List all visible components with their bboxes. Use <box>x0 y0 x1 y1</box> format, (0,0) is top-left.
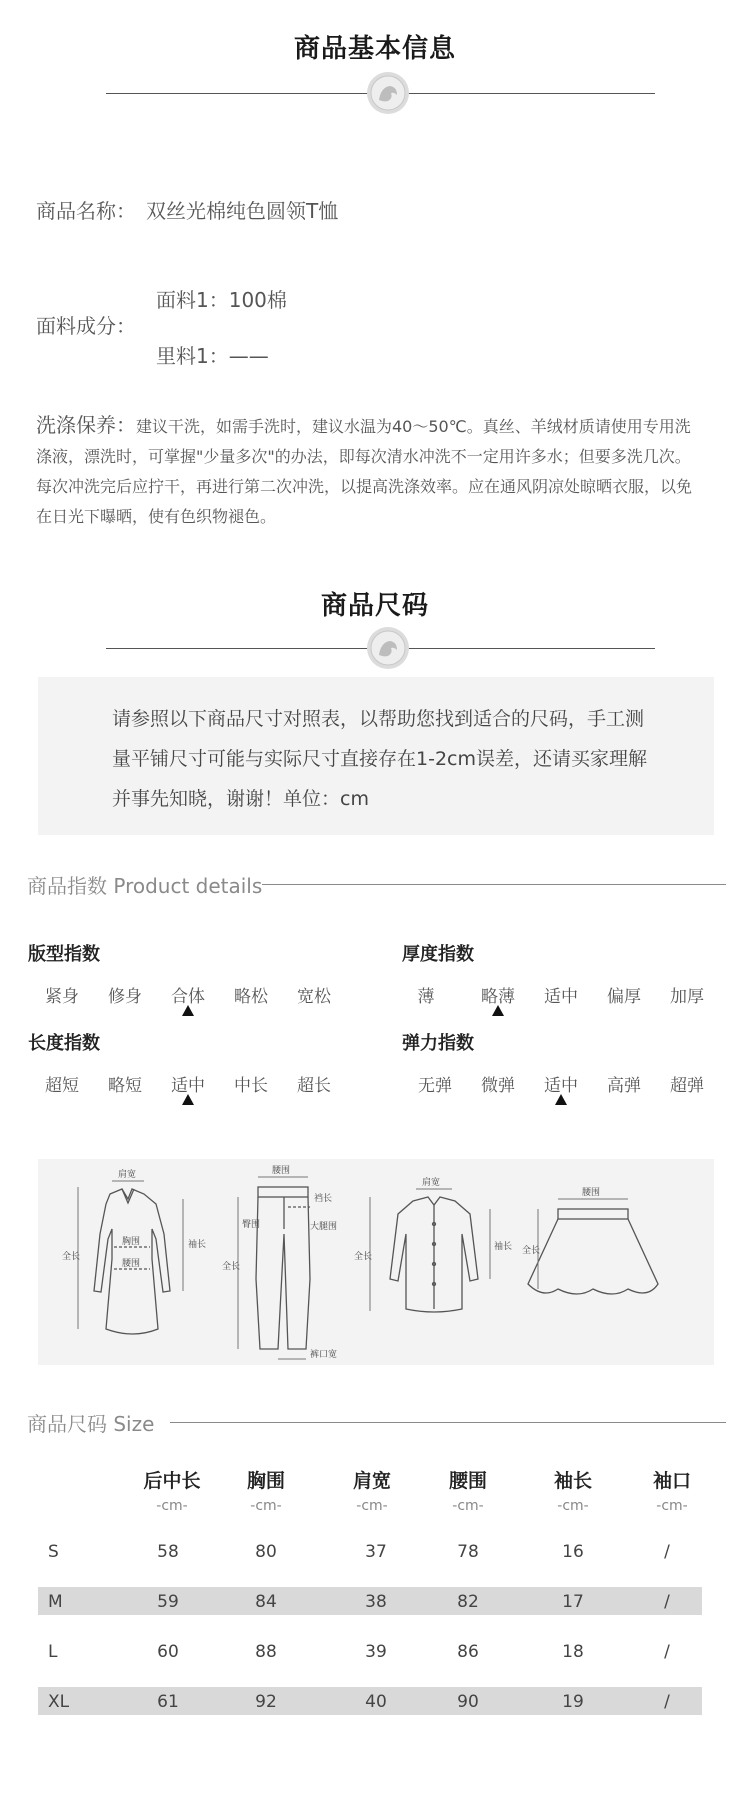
size-notice-box <box>38 677 714 835</box>
skirt-length-label: 全长 <box>522 1246 541 1256</box>
fit-index-title: 版型指数 <box>28 944 100 965</box>
table-cell: / <box>664 1542 670 1562</box>
table-cell: 37 <box>365 1542 387 1562</box>
length-option: 超短 <box>45 1076 79 1096</box>
table-cell: 39 <box>365 1642 387 1662</box>
pants-rise-label: 裆长 <box>314 1194 333 1204</box>
row-size-label: L <box>48 1642 58 1662</box>
dress-waist-label: 腰围 <box>122 1259 141 1269</box>
row-size-label: S <box>48 1542 59 1562</box>
pants-hip-label: 臀围 <box>242 1220 261 1230</box>
skirt-sketch <box>528 1209 658 1294</box>
length-index-title: 长度指数 <box>28 1033 100 1054</box>
stretch-selected-marker <box>555 1094 567 1105</box>
stretch-option: 高弹 <box>607 1076 641 1096</box>
col-header-cuff: 袖口 <box>652 1470 691 1492</box>
table-cell: 84 <box>255 1592 277 1612</box>
stretch-option: 超弹 <box>670 1076 704 1096</box>
col-unit: -cm- <box>356 1498 388 1514</box>
table-cell: 92 <box>255 1692 277 1712</box>
thickness-option: 适中 <box>544 987 578 1007</box>
shirt-sketch <box>390 1197 478 1312</box>
size-section-title: 商品尺码 <box>320 591 429 621</box>
length-option: 适中 <box>171 1076 205 1096</box>
fit-option: 略松 <box>234 987 268 1007</box>
thickness-index-title: 厚度指数 <box>402 944 474 965</box>
table-cell: / <box>664 1592 670 1612</box>
table-cell: 58 <box>157 1542 179 1562</box>
fit-option: 修身 <box>108 987 142 1007</box>
table-cell: 61 <box>157 1692 179 1712</box>
size-notice-text: 请参照以下商品尺寸对照表，以帮助您找到适合的尺码，手工测量平铺尺寸可能与实际尺寸直接存在1-2cm误差，还请买家理解并事先知晓，谢谢！单位：cm <box>112 708 647 810</box>
table-cell: 59 <box>157 1592 179 1612</box>
stretch-option: 无弹 <box>418 1076 452 1096</box>
thickness-option: 薄 <box>417 987 435 1007</box>
pants-thigh-label: 大腿围 <box>310 1222 338 1232</box>
thickness-option: 加厚 <box>670 987 704 1007</box>
size-heading-cn: 商品尺码 <box>27 1412 107 1436</box>
table-cell: / <box>664 1692 670 1712</box>
stretch-index-title: 弹力指数 <box>402 1033 474 1054</box>
col-header-sleeve: 袖长 <box>553 1470 592 1492</box>
length-option: 中长 <box>234 1076 268 1096</box>
thickness-option: 偏厚 <box>607 987 641 1007</box>
length-option: 超长 <box>297 1076 331 1096</box>
details-heading-cn: 商品指数 <box>27 874 107 898</box>
shirt-shoulder-label: 肩宽 <box>422 1178 441 1188</box>
col-header-shoulder: 肩宽 <box>352 1470 391 1492</box>
care-text: 建议干洗，如需手洗时，建议水温为40～50℃。真丝、羊绒材质请使用专用洗涤液，漂洗时，可掌握"少量多次"的办法，即每次清水冲洗不一定用许多水；但要多洗几次。每次冲洗完后应拧干，再进行第二次冲洗，以提高洗涤效率。应在通风阴凉处晾晒衣服，以免在日光下曝晒，使有色织物褪色。 <box>36 417 693 526</box>
brand-badge-icon <box>366 71 410 115</box>
col-header-waist: 腰围 <box>448 1470 487 1492</box>
col-header-chest: 胸围 <box>246 1470 285 1492</box>
table-cell: 19 <box>562 1692 584 1712</box>
fit-option: 宽松 <box>297 987 331 1007</box>
table-cell: 18 <box>562 1642 584 1662</box>
dress-length-label: 全长 <box>62 1252 81 1262</box>
fabric-main: 面料1：100棉 <box>156 288 287 312</box>
product-name-label: 商品名称： <box>36 199 136 223</box>
table-cell: 16 <box>562 1542 584 1562</box>
table-cell: 86 <box>457 1642 479 1662</box>
thickness-selected-marker <box>492 1005 504 1016</box>
col-header-back-length: 后中长 <box>143 1470 201 1492</box>
garment-sketches <box>38 1159 714 1365</box>
col-unit: -cm- <box>557 1498 589 1514</box>
brand-badge-icon <box>366 626 410 670</box>
fit-option: 紧身 <box>45 987 79 1007</box>
col-unit: -cm- <box>656 1498 688 1514</box>
col-unit: -cm- <box>156 1498 188 1514</box>
pants-sketch <box>256 1187 310 1349</box>
length-selected-marker <box>182 1094 194 1105</box>
table-cell: 38 <box>365 1592 387 1612</box>
table-cell: 80 <box>255 1542 277 1562</box>
details-heading-line <box>262 884 726 885</box>
thickness-option: 略薄 <box>481 987 515 1007</box>
table-cell: 90 <box>457 1692 479 1712</box>
shirt-length-label: 全长 <box>354 1252 373 1262</box>
care-instructions <box>36 410 696 532</box>
measurement-diagram <box>38 1159 714 1365</box>
size-table-heading <box>27 1408 154 1437</box>
table-cell: / <box>664 1642 670 1662</box>
fabric-lining: 里料1：—— <box>156 344 269 368</box>
table-cell: 40 <box>365 1692 387 1712</box>
fabric-label: 面料成分： <box>36 314 136 338</box>
details-heading <box>27 870 262 899</box>
row-size-label: M <box>48 1592 63 1612</box>
col-unit: -cm- <box>452 1498 484 1514</box>
table-cell: 17 <box>562 1592 584 1612</box>
length-option: 略短 <box>108 1076 142 1096</box>
dress-sleeve-label: 袖长 <box>188 1240 207 1250</box>
product-name-value: 双丝光棉纯色圆领T恤 <box>146 199 339 223</box>
details-heading-en: Product details <box>113 874 263 898</box>
table-cell: 88 <box>255 1642 277 1662</box>
pants-length-label: 全长 <box>222 1262 241 1272</box>
skirt-waist-label: 腰围 <box>582 1188 601 1198</box>
stretch-option: 适中 <box>544 1076 578 1096</box>
dress-shoulder-label: 肩宽 <box>118 1170 137 1180</box>
size-heading-line <box>170 1422 726 1423</box>
table-cell: 60 <box>157 1642 179 1662</box>
dress-chest-label: 胸围 <box>122 1237 141 1247</box>
basic-info-title: 商品基本信息 <box>293 34 456 64</box>
fit-option: 合体 <box>171 987 205 1007</box>
shirt-sleeve-label: 袖长 <box>494 1242 513 1252</box>
size-heading-en: Size <box>113 1412 155 1436</box>
stretch-option: 微弹 <box>481 1076 515 1096</box>
fit-selected-marker <box>182 1005 194 1016</box>
table-cell: 78 <box>457 1542 479 1562</box>
pants-hem-label: 裤口宽 <box>310 1350 338 1360</box>
col-unit: -cm- <box>250 1498 282 1514</box>
care-label: 洗涤保养： <box>36 413 136 437</box>
pants-waist-label: 腰围 <box>272 1166 291 1176</box>
row-size-label: XL <box>48 1692 70 1712</box>
table-cell: 82 <box>457 1592 479 1612</box>
